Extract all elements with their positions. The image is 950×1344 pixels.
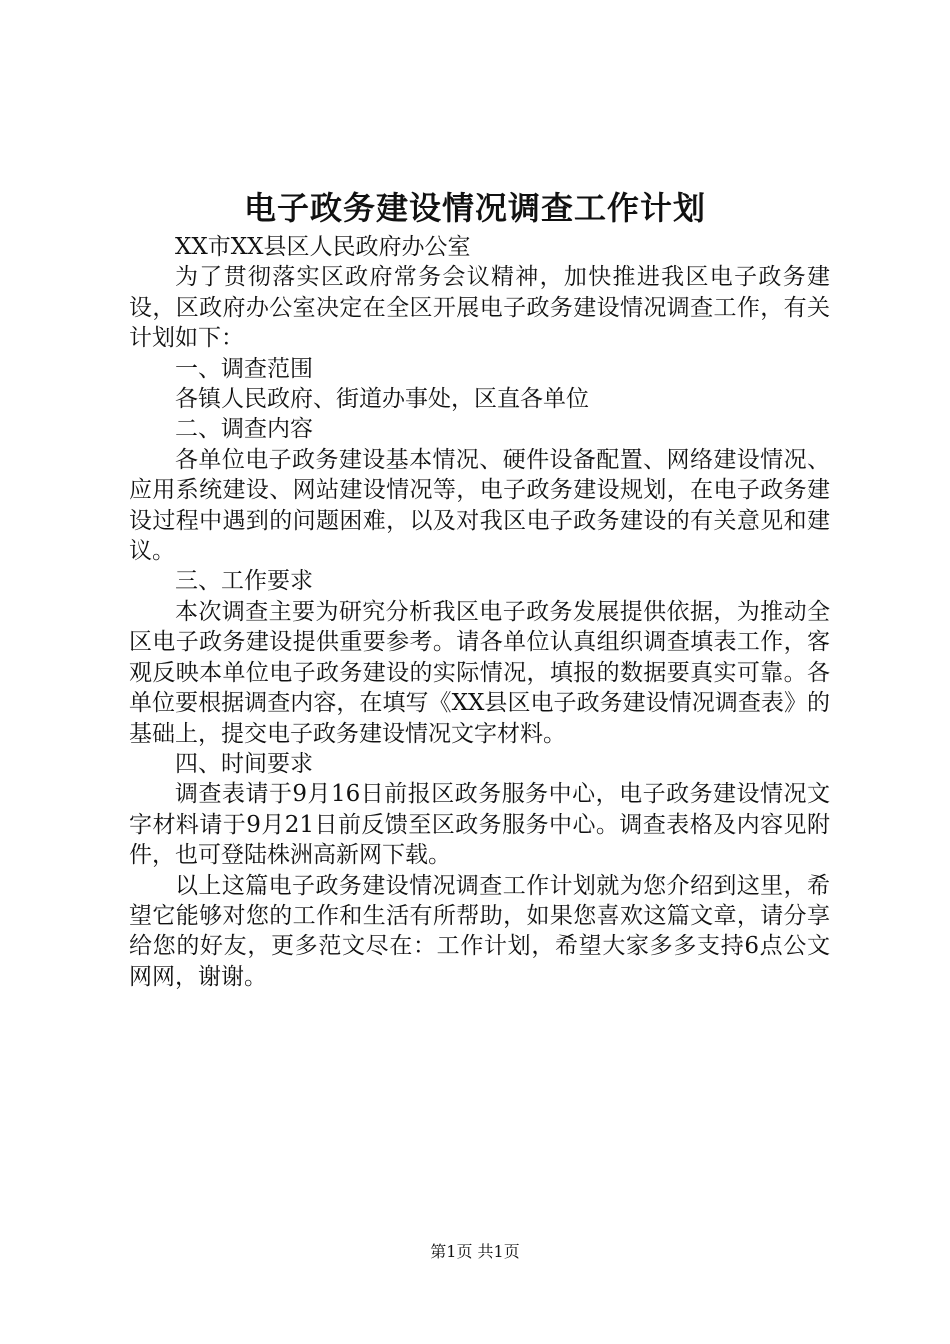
section-heading-content: 二、调查内容 bbox=[175, 416, 313, 443]
section-heading-timeline: 四、时间要求 bbox=[175, 750, 313, 777]
document-body bbox=[129, 232, 830, 992]
issuing-office: XX市XX县区人民政府办公室 bbox=[175, 234, 471, 260]
document-title: 电子政务建设情况调查工作计划 bbox=[243, 189, 706, 227]
timeline-paragraph: 调查表请于9月16日前报区政务服务中心，电子政务建设情况文字材料请于9月21日前反馈至区政务服务中心。调查表格及内容见附件，也可登陆株洲高新网下载。 bbox=[129, 781, 830, 869]
page-number-footer: 第1页 共1页 bbox=[430, 1242, 520, 1261]
closing-paragraph: 以上这篇电子政务建设情况调查工作计划就为您介绍到这里，希望它能够对您的工作和生活有所帮助，如果您喜欢这篇文章，请分享给您的好友，更多范文尽在：工作计划，希望大家多多支持6点公文网网，谢谢。 bbox=[129, 872, 830, 990]
content-paragraph: 各单位电子政务建设基本情况、硬件设备配置、网络建设情况、应用系统建设、网站建设情况等，电子政务建设规划，在电子政务建设过程中遇到的问题困难，以及对我区电子政务建设的有关意见和建议。 bbox=[129, 446, 830, 565]
requirements-paragraph: 本次调查主要为研究分析我区电子政务发展提供依据，为推动全区电子政务建设提供重要参考。请各单位认真组织调查填表工作，客观反映本单位电子政务建设的实际情况，填报的数据要真实可靠。各单位要根据调查内容，在填写《XX县区电子政务建设情况调查表》的基础上，提交电子政务建设情况文字材料。 bbox=[129, 598, 830, 747]
section-heading-scope: 一、调查范围 bbox=[175, 355, 313, 382]
intro-paragraph: 为了贯彻落实区政府常务会议精神，加快推进我区电子政务建设，区政府办公室决定在全区开展电子政务建设情况调查工作，有关计划如下： bbox=[129, 264, 830, 352]
scope-paragraph: 各镇人民政府、街道办事处，区直各单位 bbox=[175, 386, 589, 413]
section-heading-requirements: 三、工作要求 bbox=[175, 568, 313, 595]
